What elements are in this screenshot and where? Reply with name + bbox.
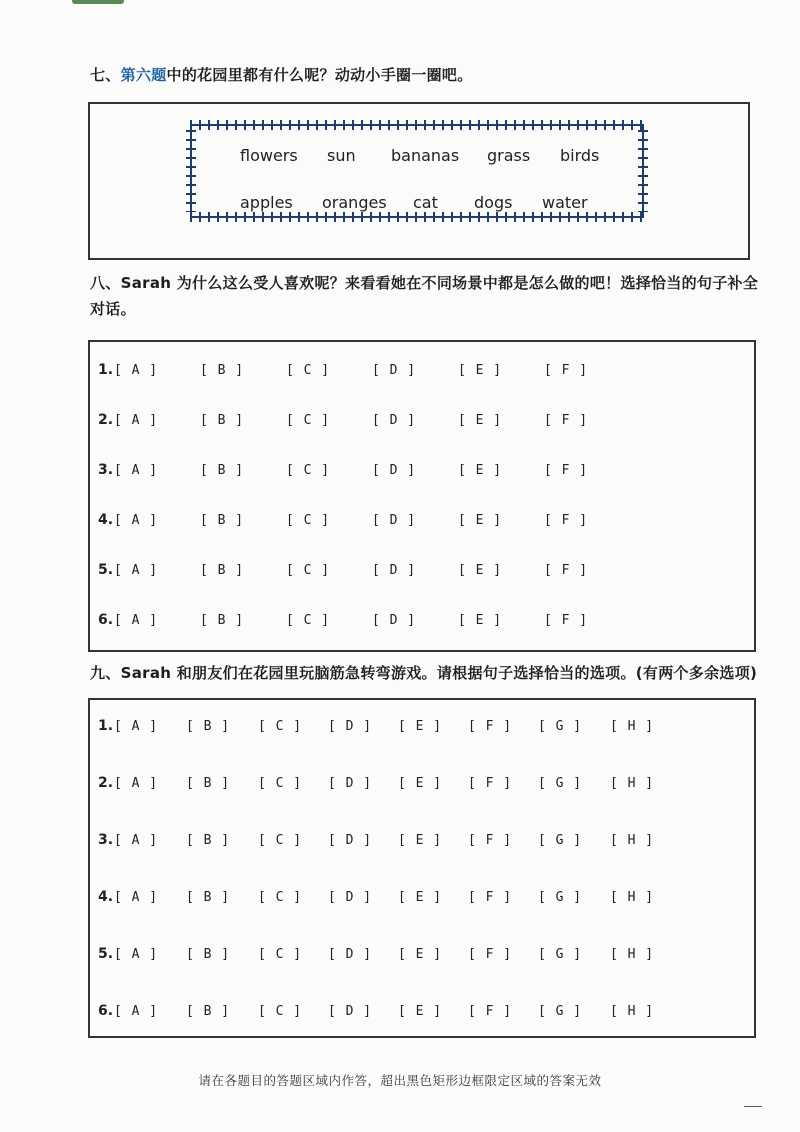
answer-option-bubble[interactable]: [ C ] [286, 613, 331, 628]
answer-option-bubble[interactable]: [ B ] [186, 1004, 231, 1019]
answer-option-bubble[interactable]: [ A ] [114, 1004, 159, 1019]
answer-option-bubble[interactable]: [ D ] [328, 833, 373, 848]
word-option[interactable]: birds [560, 146, 600, 165]
answer-option-bubble[interactable]: [ B ] [186, 776, 231, 791]
word-option[interactable]: water [542, 193, 588, 212]
answer-option-bubble[interactable]: [ B ] [200, 613, 245, 628]
answer-option-bubble[interactable]: [ G ] [538, 833, 583, 848]
section9-answer-grid [88, 698, 756, 1038]
answer-option-bubble[interactable]: [ C ] [258, 719, 303, 734]
answer-option-bubble[interactable]: [ F ] [544, 413, 589, 428]
answer-option-bubble[interactable]: [ F ] [544, 563, 589, 578]
answer-option-bubble[interactable]: [ B ] [186, 719, 231, 734]
answer-option-bubble[interactable]: [ H ] [610, 890, 655, 905]
answer-option-bubble[interactable]: [ B ] [200, 363, 245, 378]
answer-option-bubble[interactable]: [ E ] [398, 947, 443, 962]
answer-option-bubble[interactable]: [ G ] [538, 719, 583, 734]
answer-option-bubble[interactable]: [ E ] [458, 613, 503, 628]
question-number: 3. [98, 462, 114, 478]
answer-option-bubble[interactable]: [ D ] [372, 513, 417, 528]
corner-mark [72, 0, 124, 4]
answer-option-bubble[interactable]: [ B ] [200, 513, 245, 528]
answer-option-bubble[interactable]: [ B ] [186, 890, 231, 905]
answer-row [90, 612, 754, 636]
answer-option-bubble[interactable]: [ A ] [114, 413, 159, 428]
answer-row [90, 718, 754, 742]
answer-option-bubble[interactable]: [ E ] [458, 513, 503, 528]
question-number: 4. [98, 512, 114, 528]
answer-option-bubble[interactable]: [ E ] [458, 413, 503, 428]
answer-row [90, 512, 754, 536]
question-number: 6. [98, 612, 114, 628]
answer-option-bubble[interactable]: [ A ] [114, 947, 159, 962]
footer-notice: 请在各题目的答题区域内作答，超出黑色矩形边框限定区域的答案无效 [198, 1073, 602, 1088]
answer-option-bubble[interactable]: [ D ] [372, 363, 417, 378]
section7-prefix: 七、 [90, 66, 121, 84]
answer-option-bubble[interactable]: [ C ] [286, 463, 331, 478]
answer-row [90, 832, 754, 856]
word-option[interactable]: cat [413, 193, 438, 212]
answer-option-bubble[interactable]: [ D ] [372, 463, 417, 478]
answer-option-bubble[interactable]: [ D ] [328, 719, 373, 734]
word-option[interactable]: dogs [474, 193, 513, 212]
answer-option-bubble[interactable]: [ C ] [258, 833, 303, 848]
answer-option-bubble[interactable]: [ A ] [114, 613, 159, 628]
question-number: 4. [98, 889, 114, 905]
answer-option-bubble[interactable]: [ D ] [372, 613, 417, 628]
answer-option-bubble[interactable]: [ C ] [258, 947, 303, 962]
section7-highlight: 第六题 [120, 66, 167, 84]
question-number: 2. [98, 412, 114, 428]
section8-heading: 八、Sarah 为什么这么受人喜欢呢？来看看她在不同场景中都是怎么做的吧！选择恰当的句子补全对话。 [90, 274, 759, 318]
ruler-ticks-top [190, 120, 644, 130]
answer-option-bubble[interactable]: [ B ] [200, 463, 245, 478]
answer-row [90, 412, 754, 436]
answer-option-bubble[interactable]: [ H ] [610, 719, 655, 734]
answer-row [90, 562, 754, 586]
word-option[interactable]: flowers [240, 146, 298, 165]
answer-option-bubble[interactable]: [ B ] [200, 563, 245, 578]
answer-option-bubble[interactable]: [ D ] [328, 890, 373, 905]
ruler-ticks-left [186, 130, 196, 212]
answer-option-bubble[interactable]: [ C ] [258, 1004, 303, 1019]
answer-option-bubble[interactable]: [ C ] [286, 413, 331, 428]
answer-row [90, 1003, 754, 1027]
answer-option-bubble[interactable]: [ F ] [544, 463, 589, 478]
answer-option-bubble[interactable]: [ C ] [258, 890, 303, 905]
question-number: 5. [98, 562, 114, 578]
answer-option-bubble[interactable]: [ A ] [114, 776, 159, 791]
section9-heading: 九、Sarah 和朋友们在花园里玩脑筋急转弯游戏。请根据句子选择恰当的选项。(有两个多余选项) [90, 664, 758, 682]
word-option[interactable]: bananas [391, 146, 460, 165]
question-number: 1. [98, 718, 114, 734]
answer-option-bubble[interactable]: [ H ] [610, 776, 655, 791]
answer-option-bubble[interactable]: [ E ] [398, 719, 443, 734]
question-number: 6. [98, 1003, 114, 1019]
answer-option-bubble[interactable]: [ G ] [538, 1004, 583, 1019]
answer-option-bubble[interactable]: [ F ] [468, 947, 513, 962]
answer-option-bubble[interactable]: [ F ] [468, 719, 513, 734]
answer-option-bubble[interactable]: [ G ] [538, 947, 583, 962]
answer-option-bubble[interactable]: [ A ] [114, 563, 159, 578]
answer-option-bubble[interactable]: [ F ] [544, 613, 589, 628]
answer-option-bubble[interactable]: [ B ] [200, 413, 245, 428]
answer-option-bubble[interactable]: [ B ] [186, 947, 231, 962]
answer-row [90, 946, 754, 970]
answer-option-bubble[interactable]: [ B ] [186, 833, 231, 848]
answer-option-bubble[interactable]: [ E ] [398, 890, 443, 905]
word-option[interactable]: apples [240, 193, 293, 212]
answer-option-bubble[interactable]: [ C ] [258, 776, 303, 791]
answer-option-bubble[interactable]: [ F ] [468, 890, 513, 905]
answer-option-bubble[interactable]: [ D ] [328, 776, 373, 791]
word-option[interactable]: grass [487, 146, 531, 165]
answer-option-bubble[interactable]: [ E ] [458, 363, 503, 378]
answer-option-bubble[interactable]: [ F ] [544, 363, 589, 378]
answer-option-bubble[interactable]: [ A ] [114, 719, 159, 734]
answer-option-bubble[interactable]: [ D ] [328, 1004, 373, 1019]
answer-option-bubble[interactable]: [ E ] [398, 833, 443, 848]
question-number: 5. [98, 946, 114, 962]
answer-option-bubble[interactable]: [ C ] [286, 563, 331, 578]
section8-answer-grid [88, 340, 756, 652]
answer-option-bubble[interactable]: [ A ] [114, 463, 159, 478]
answer-row [90, 775, 754, 799]
answer-option-bubble[interactable]: [ E ] [398, 776, 443, 791]
answer-option-bubble[interactable]: [ G ] [538, 776, 583, 791]
answer-option-bubble[interactable]: [ E ] [458, 463, 503, 478]
answer-option-bubble[interactable]: [ E ] [398, 1004, 443, 1019]
answer-option-bubble[interactable]: [ G ] [538, 890, 583, 905]
section7-answer-box [88, 102, 750, 260]
answer-option-bubble[interactable]: [ A ] [114, 890, 159, 905]
answer-option-bubble[interactable]: [ F ] [544, 513, 589, 528]
question-number: 1. [98, 362, 114, 378]
answer-option-bubble[interactable]: [ A ] [114, 833, 159, 848]
answer-option-bubble[interactable]: [ C ] [286, 363, 331, 378]
answer-option-bubble[interactable]: [ D ] [372, 563, 417, 578]
answer-option-bubble[interactable]: [ H ] [610, 1004, 655, 1019]
word-option[interactable]: sun [327, 146, 356, 165]
word-option[interactable]: oranges [322, 193, 387, 212]
page-dash [744, 1106, 762, 1107]
answer-option-bubble[interactable]: [ D ] [372, 413, 417, 428]
answer-row [90, 462, 754, 486]
question-number: 3. [98, 832, 114, 848]
answer-option-bubble[interactable]: [ H ] [610, 947, 655, 962]
ruler-ticks-right [638, 130, 648, 212]
answer-option-bubble[interactable]: [ F ] [468, 833, 513, 848]
answer-row [90, 362, 754, 386]
answer-row [90, 889, 754, 913]
answer-option-bubble[interactable]: [ A ] [114, 513, 159, 528]
section7-heading [90, 62, 473, 88]
question-number: 2. [98, 775, 114, 791]
answer-option-bubble[interactable]: [ A ] [114, 363, 159, 378]
answer-option-bubble[interactable]: [ F ] [468, 1004, 513, 1019]
ruler-ticks-bottom [190, 212, 644, 222]
answer-option-bubble[interactable]: [ C ] [286, 513, 331, 528]
answer-option-bubble[interactable]: [ F ] [468, 776, 513, 791]
answer-option-bubble[interactable]: [ E ] [458, 563, 503, 578]
answer-option-bubble[interactable]: [ H ] [610, 833, 655, 848]
section7-rest: 中的花园里都有什么呢？动动小手圈一圈吧。 [166, 66, 473, 84]
answer-option-bubble[interactable]: [ D ] [328, 947, 373, 962]
